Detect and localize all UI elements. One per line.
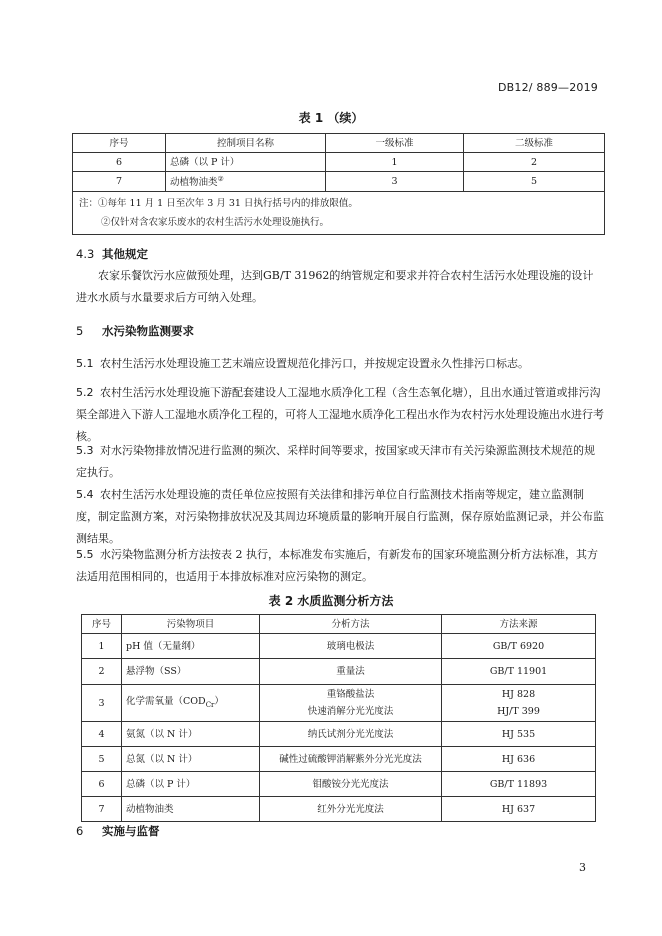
row-number: 3 (82, 685, 122, 722)
analysis-method: 玻璃电极法 (260, 634, 442, 659)
section-title: 水污染物监测要求 (102, 324, 195, 338)
control-item-name (166, 172, 326, 192)
pollutant-item (122, 685, 260, 722)
clause-number: 5.5 (76, 548, 94, 561)
row-number: 7 (73, 172, 166, 192)
analysis-method: 纳氏试剂分光光度法 (260, 722, 442, 747)
table2-header-row (82, 615, 596, 634)
method-source: GB/T 6920 (442, 634, 596, 659)
row-number: 4 (82, 722, 122, 747)
level1-value: 1 (326, 153, 464, 172)
table1 (72, 133, 605, 235)
table2-header-cell: 方法来源 (442, 615, 596, 634)
pollutant-item: pH 值（无量纲） (122, 634, 260, 659)
method-source: HJ 636 (442, 747, 596, 772)
table2-header-cell: 分析方法 (260, 615, 442, 634)
clause-text: 农村生活污水处理设施下游配套建设人工湿地水质净化工程（含生态氧化塘），且出水通过管道或排污沟渠全部进入下游人工湿地水质净化工程的，可将人工湿地水质净化工程出水作为农村污水处理设施出水进行考核。 (76, 386, 604, 443)
pollutant-item-tail: ） (214, 695, 224, 707)
section-number: 4.3 (76, 247, 95, 261)
analysis-method: 钼酸铵分光光度法 (260, 772, 442, 797)
table1-header-cell: 二级标准 (464, 134, 605, 153)
analysis-method: 重量法 (260, 659, 442, 685)
table-row (82, 797, 596, 822)
table1-header-cell: 控制项目名称 (166, 134, 326, 153)
table1-note-1: 注：①每年 11 月 1 日至次年 3 月 31 日执行括号内的排放限值。 (79, 198, 358, 209)
clause-text: 对水污染物排放情况进行监测的频次、采样时间等要求，按国家或天津市有关污染源监测技术规范的规定执行。 (76, 444, 595, 479)
table2-caption: 表 2 水质监测分析方法 (268, 594, 394, 608)
pollutant-item: 氨氮（以 N 计） (122, 722, 260, 747)
clause-number: 5.3 (76, 444, 94, 457)
row-number: 6 (73, 153, 166, 172)
analysis-method: 红外分光光度法 (260, 797, 442, 822)
table1-caption: 表 1 （续） (298, 111, 364, 125)
analysis-method: 碱性过硫酸钾消解紫外分光光度法 (260, 747, 442, 772)
section-number: 5 (76, 324, 84, 338)
subscript: Cr (205, 700, 215, 709)
row-number: 1 (82, 634, 122, 659)
clause-5-4 (76, 484, 604, 550)
section-4-3-heading (76, 246, 148, 262)
row-number: 2 (82, 659, 122, 685)
table2-header-cell: 序号 (82, 615, 122, 634)
method-source: HJ 535 (442, 722, 596, 747)
pollutant-item: 总磷（以 P 计） (122, 772, 260, 797)
clause-5-5 (76, 544, 604, 588)
clause-5-1 (76, 353, 604, 375)
table1-header-cell: 一级标准 (326, 134, 464, 153)
table1-notes-row (73, 192, 605, 235)
document-number: DB12/ 889—2019 (497, 81, 598, 94)
clause-5-2 (76, 382, 604, 448)
source-line: HJ/T 399 (497, 706, 540, 717)
level1-value: 3 (326, 172, 464, 192)
clause-number: 5.1 (76, 357, 94, 370)
pollutant-item: 悬浮物（SS） (122, 659, 260, 685)
method-line: 快速消解分光光度法 (307, 706, 394, 717)
clause-number: 5.4 (76, 488, 94, 501)
pollutant-item: 动植物油类 (122, 797, 260, 822)
method-source: GB/T 11893 (442, 772, 596, 797)
level2-value: 2 (464, 153, 605, 172)
table-row (82, 659, 596, 685)
clause-text: 农村生活污水处理设施的责任单位应按照有关法律和排污单位自行监测技术指南等规定，建立监测制度，制定监测方案，对污染物排放状况及其周边环境质量的影响开展自行监测，保存原始监测记录，并公布监测结果。 (76, 488, 604, 545)
table1-note-2: ②仅针对含农家乐废水的农村生活污水处理设施执行。 (101, 217, 330, 228)
pollutant-item: 总氮（以 N 计） (122, 747, 260, 772)
row-number: 5 (82, 747, 122, 772)
table1-header-cell: 序号 (73, 134, 166, 153)
clause-text: 水污染物监测分析方法按表 2 执行，本标准发布实施后，有新发布的国家环境监测分析方法标准，其方法适用范围相同的，也适用于本排放标准对应污染物的测定。 (76, 548, 598, 583)
table1-header-row (73, 134, 605, 153)
section-title: 其他规定 (102, 247, 149, 261)
section-5-heading (76, 323, 194, 339)
page-number: 3 (579, 861, 586, 874)
table-row (73, 153, 605, 172)
section-number: 6 (76, 824, 84, 838)
method-source: HJ 637 (442, 797, 596, 822)
footnote-marker: ② (217, 175, 224, 184)
table-row (82, 722, 596, 747)
analysis-method (260, 685, 442, 722)
method-source (442, 685, 596, 722)
table2-header-cell: 污染物项目 (122, 615, 260, 634)
table2 (81, 614, 596, 822)
pollutant-item-text: 化学需氧量（COD (126, 695, 206, 707)
level2-value: 5 (464, 172, 605, 192)
clause-5-3 (76, 440, 604, 484)
table1-notes (73, 192, 605, 235)
method-line: 重铬酸盐法 (326, 689, 375, 700)
method-source: GB/T 11901 (442, 659, 596, 685)
row-number: 6 (82, 772, 122, 797)
table-row (82, 685, 596, 722)
row-number: 7 (82, 797, 122, 822)
section-title: 实施与监督 (102, 824, 160, 838)
clause-text: 农村生活污水处理设施工艺末端应设置规范化排污口，并按规定设置永久性排污口标志。 (100, 357, 529, 370)
section-6-heading (76, 823, 160, 839)
table-row (82, 634, 596, 659)
item-name-text: 动植物油类 (170, 177, 218, 189)
clause-number: 5.2 (76, 386, 94, 399)
table-row (82, 772, 596, 797)
table-row (73, 172, 605, 192)
table-row (82, 747, 596, 772)
source-line: HJ 828 (501, 689, 536, 700)
control-item-name: 总磷（以 P 计） (166, 153, 326, 172)
section-4-3-text: 农家乐餐饮污水应做预处理，达到GB/T 31962的纳管规定和要求并符合农村生活污水处理设施的设计进水水质与水量要求后方可纳入处理。 (76, 269, 594, 304)
